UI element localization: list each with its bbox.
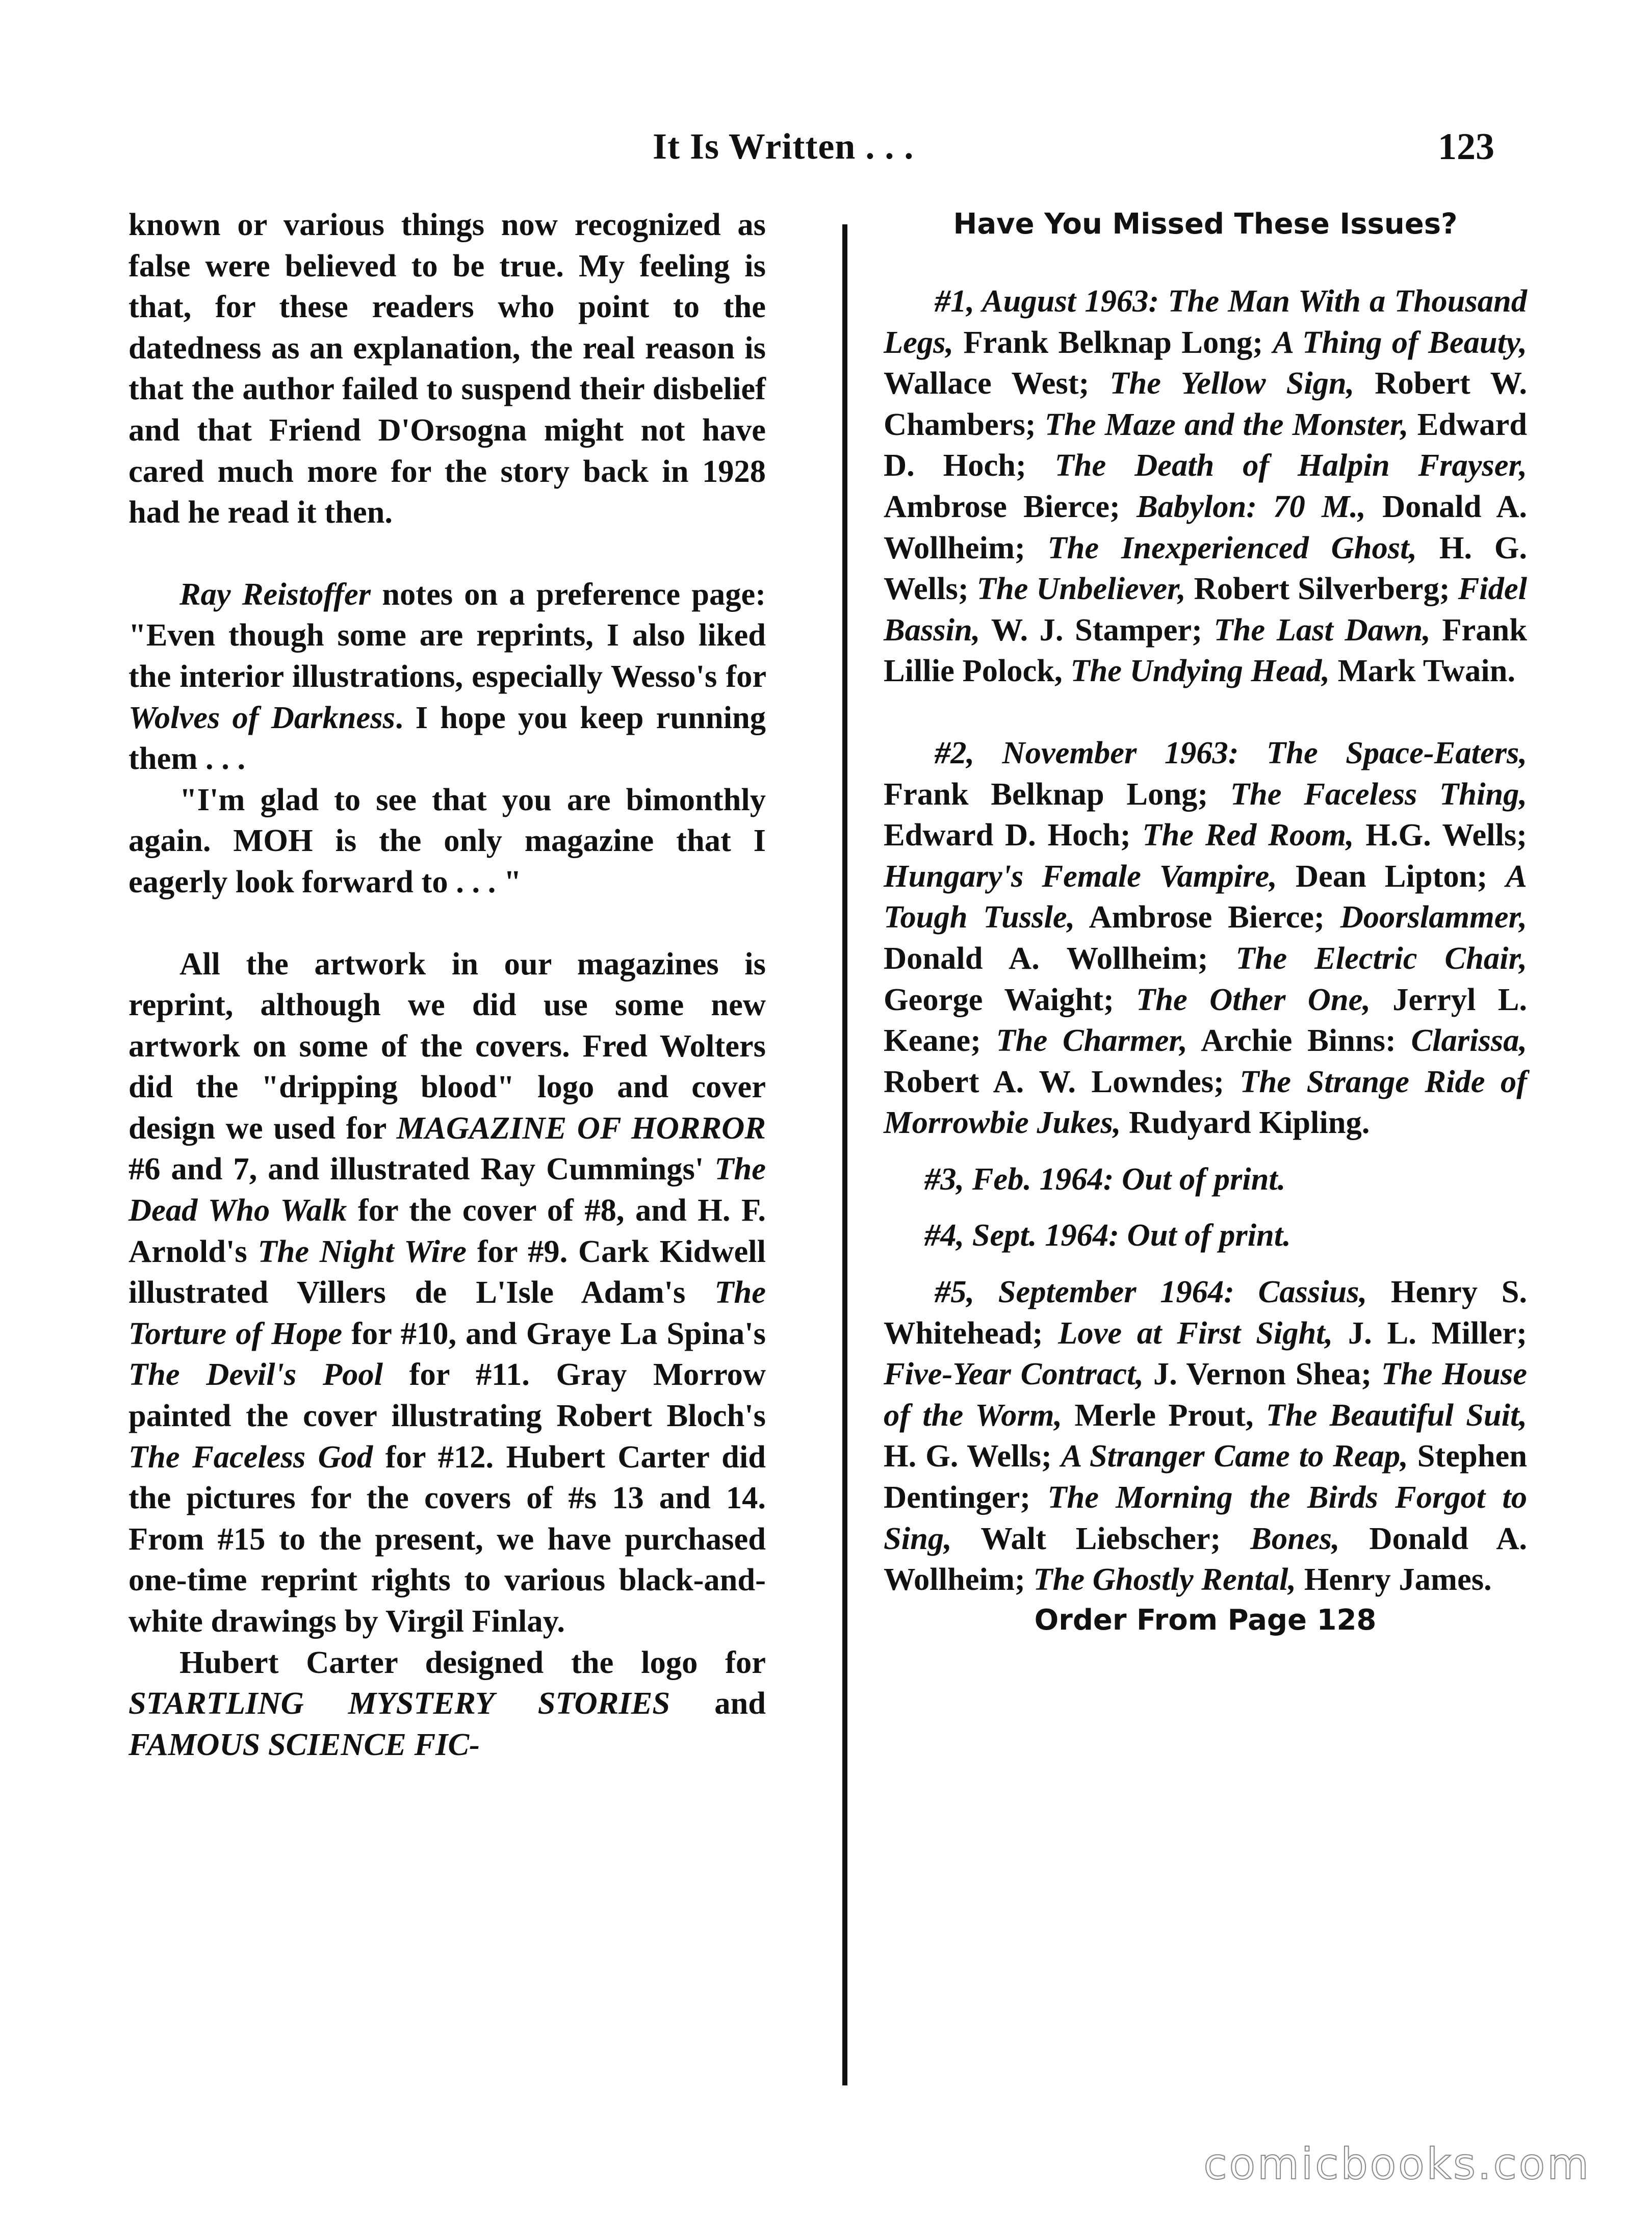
issue-1-listing: #1, August 1963: The Man With a Thousand Legs, Frank Belknap Long; A Thing of Beauty, Wallace West; The Yellow Sign, Robert W. Chambers; The Maze and the Monster, Edward D. Hoch; The Death of Halpin Frayser, Ambrose Bierce; Babylon: 70 M., Donald A. Wollheim; The Inexperienced Ghost, H. G. Wells; The Unbeliever, Robert Silverberg; Fidel Bassin, W. J. Stamper; The Last Dawn, Frank Lillie Polock, The Undying Head, Mark Twain.	[884, 283, 1528, 689]
paragraph-artwork: All the artwork in our magazines is reprint, although we did use some new artwork on some of the covers. Fred Wolters did the "dripping blood" logo and cover design we used for MAGAZINE OF HORROR #6 and 7, and illustrated Ray Cummings' The Dead Who Walk for the cover of #8, and H. F. Arnold's The Night Wire for #9. Cark Kidwell illustrated Villers de L'Isle Adam's The Torture of Hope for #10, and Graye La Spina's The Devil's Pool for #11. Gray Morrow painted the cover illustrating Robert Bloch's The Faceless God for #12. Hubert Carter did the pictures for the covers of #s 13 and 14. From #15 to the present, we have purchased one-time reprint rights to various black-and-white drawings by Virgil Finlay.	[128, 945, 766, 1639]
left-column	[128, 204, 766, 1765]
issue-2-listing: #2, November 1963: The Space-Eaters, Frank Belknap Long; The Faceless Thing, Edward D. Hoch; The Red Room, H.G. Wells; Hungary's Female Vampire, Dean Lipton; A Tough Tussle, Ambrose Bierce; Doorslammer, Donald A. Wollheim; The Electric Chair, George Waight; The Other One, Jerryl L. Keane; The Charmer, Archie Binns: Clarissa, Robert A. W. Lowndes; The Strange Ride of Morrowbie Jukes, Rudyard Kipling.	[884, 734, 1528, 1141]
site-watermark: comicbooks.com	[1203, 2139, 1591, 2189]
issue-3-listing: #3, Feb. 1964: Out of print.	[924, 1160, 1286, 1197]
right-column	[884, 204, 1527, 1641]
issue-4-listing: #4, Sept. 1964: Out of print.	[924, 1217, 1291, 1253]
story-title: Wolves of Darkness	[128, 699, 395, 735]
paragraph-reistoffer: Ray Reistoffer notes on a preference page: "Even though some are reprints, I also liked the interior illustrations, especially Wesso's for Wolves of Darkness. I hope you keep running them . . .	[128, 576, 766, 777]
page-number: 123	[1438, 126, 1494, 168]
page-header	[0, 125, 1652, 182]
column-divider	[842, 224, 847, 2085]
paragraph-quote: "I'm glad to see that you are bimonthly again. MOH is the only magazine that I eagerly look forward to . . . "	[128, 781, 766, 899]
paragraph-continuation: known or various things now recognized as false were believed to be true. My feeling is that, for these readers who point to the datedness as an explanation, the real reason is that the author failed to suspend their disbelief and that Friend D'Orsogna might not have cared much more for the story back in 1928 had he read it then.	[128, 207, 766, 530]
running-head: It Is Written . . .	[653, 126, 914, 167]
back-issues-heading: Have You Missed These Issues?	[953, 208, 1458, 241]
paragraph-logo: Hubert Carter designed the logo for STARTLING MYSTERY STORIES and FAMOUS SCIENCE FIC-	[128, 1644, 766, 1762]
order-line: Order From Page 128	[1034, 1603, 1377, 1637]
issue-5-listing: #5, September 1964: Cassius, Henry S. Whitehead; Love at First Sight, J. L. Miller; Five-Year Contract, J. Vernon Shea; The House of the Worm, Merle Prout, The Beautiful Suit, H. G. Wells; A Stranger Came to Reap, Stephen Dentinger; The Morning the Birds Forgot to Sing, Walt Liebscher; Bones, Donald A. Wollheim; The Ghostly Rental, Henry James.	[884, 1274, 1527, 1597]
letter-writer-name: Ray Reistoffer	[179, 576, 371, 612]
